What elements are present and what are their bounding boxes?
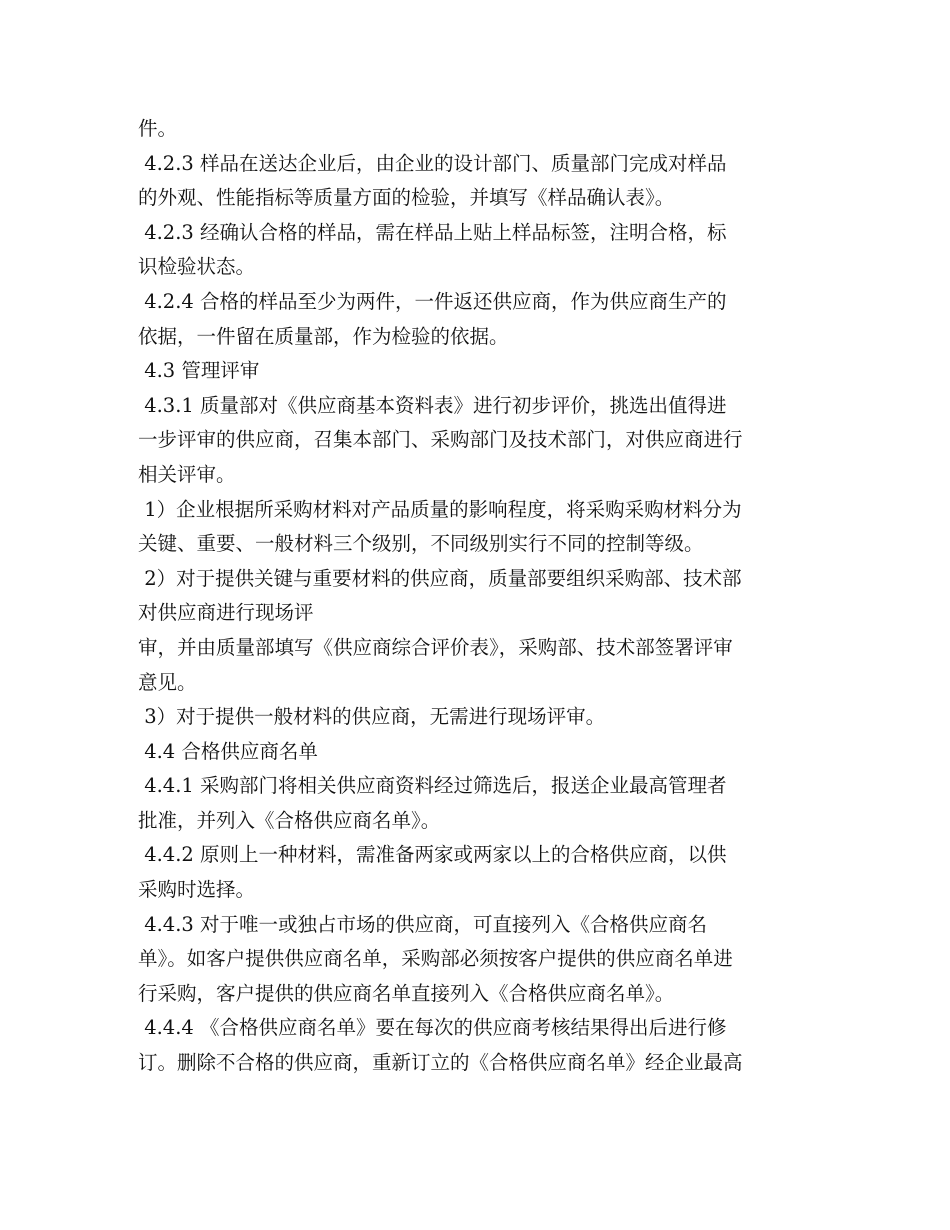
text-line: 4.4.2 原则上一种材料，需准备两家或两家以上的合格供应商，以供 xyxy=(138,843,727,867)
text-line: 4.2.3 样品在送达企业后，由企业的设计部门、质量部门完成对样品 xyxy=(138,151,727,175)
text-line: 4.4.4 《合格供应商名单》要在每次的供应商考核结果得出后进行修 xyxy=(138,1016,727,1040)
text-line: 关键、重要、一般材料三个级别，不同级别实行不同的控制等级。 xyxy=(138,532,704,556)
text-line: 相关评审。 xyxy=(138,462,236,486)
text-line: 4.4.1 采购部门将相关供应商资料经过筛选后，报送企业最高管理者 xyxy=(138,774,727,798)
text-line: 4.3.1 质量部对《供应商基本资料表》进行初步评价，挑选出值得进 xyxy=(138,393,727,417)
text-line: 意见。 xyxy=(138,670,197,694)
section-heading: 4.3 管理评审 xyxy=(138,359,260,383)
text-line: 对供应商进行现场评 xyxy=(138,601,314,625)
text-line: 一步评审的供应商，召集本部门、采购部门及技术部门，对供应商进行 xyxy=(138,428,743,452)
text-line: 批准，并列入《合格供应商名单》。 xyxy=(138,808,441,832)
text-line: 行采购，客户提供的供应商名单直接列入《合格供应商名单》。 xyxy=(138,981,675,1005)
text-line: 单》。如客户提供供应商名单，采购部必须按客户提供的供应商名单进 xyxy=(138,947,733,971)
text-line: 采购时选择。 xyxy=(138,878,256,902)
text-line: 3）对于提供一般材料的供应商，无需进行现场评审。 xyxy=(138,705,606,729)
document-body xyxy=(138,112,818,1081)
text-line: 依据，一件留在质量部，作为检验的依据。 xyxy=(138,324,509,348)
text-line: 4.2.3 经确认合格的样品，需在样品上贴上样品标签，注明合格，标 xyxy=(138,220,727,244)
text-line: 4.2.4 合格的样品至少为两件，一件返还供应商，作为供应商生产的 xyxy=(138,289,727,313)
text-line: 2）对于提供关键与重要材料的供应商，质量部要组织采购部、技术部 xyxy=(138,566,742,590)
text-line: 的外观、性能指标等质量方面的检验，并填写《样品确认表》。 xyxy=(138,186,675,210)
text-line: 4.4.3 对于唯一或独占市场的供应商，可直接列入《合格供应商名 xyxy=(138,912,708,936)
text-line: 审，并由质量部填写《供应商综合评价表》，采购部、技术部签署评审 xyxy=(138,635,733,659)
text-line: 件。 xyxy=(138,117,178,140)
text-line: 1）企业根据所采购材料对产品质量的影响程度，将采购采购材料分为 xyxy=(138,497,742,521)
section-heading: 4.4 合格供应商名单 xyxy=(138,739,318,763)
text-line: 识检验状态。 xyxy=(138,255,256,279)
text-line: 订。删除不合格的供应商，重新订立的《合格供应商名单》经企业最高 xyxy=(138,1051,743,1075)
